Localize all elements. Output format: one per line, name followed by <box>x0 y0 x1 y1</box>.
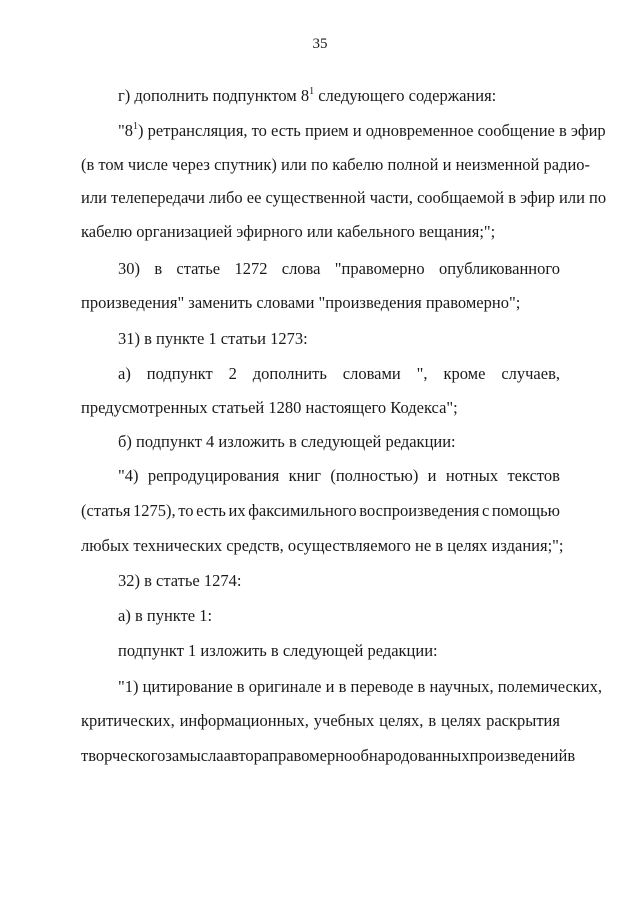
word: есть <box>196 501 226 520</box>
word: "4) <box>118 466 139 485</box>
word: слова <box>281 259 321 278</box>
word: целях, <box>379 711 424 730</box>
word: 30) <box>118 259 140 278</box>
word: автора <box>223 746 270 765</box>
word: правомерно <box>269 746 353 765</box>
word: в <box>428 711 437 730</box>
word: а) <box>118 364 131 383</box>
justified-line <box>118 466 560 486</box>
word: (полностью) <box>330 466 419 485</box>
justified-line <box>118 259 560 279</box>
word: "правомерно <box>334 259 425 278</box>
paragraph-line: а) в пункте 1: <box>118 606 213 625</box>
word: статье <box>176 259 221 278</box>
word: с <box>481 501 490 520</box>
word: воспроизведения <box>359 501 480 520</box>
justified-line <box>81 746 576 766</box>
word: случаев, <box>501 364 560 383</box>
page-number: 35 <box>312 36 328 52</box>
word: дополнить <box>252 364 327 383</box>
word: творческого <box>81 746 166 765</box>
word: целях <box>440 711 482 730</box>
paragraph-line: 32) в статье 1274: <box>118 571 242 590</box>
word: 1272 <box>234 259 268 278</box>
paragraph-line <box>118 86 496 106</box>
word: опубликованного <box>438 259 560 278</box>
word: подпункт <box>146 364 213 383</box>
superscript: 1 <box>309 85 315 97</box>
superscript: 1 <box>133 120 138 132</box>
word: 1275), <box>133 501 176 520</box>
word: то <box>178 501 194 520</box>
word: кроме <box>443 364 486 383</box>
word: в <box>567 746 576 765</box>
word: (статья <box>81 501 131 520</box>
paragraph-line: 31) в пункте 1 статьи 1273: <box>118 329 308 348</box>
paragraph-line: предусмотренных статьей 1280 настоящего Кодекса"; <box>81 398 458 417</box>
word: в <box>154 259 163 278</box>
paragraph-line: или телепередачи либо ее существенной части, сообщаемой в эфир или по <box>81 188 607 207</box>
word: раскрытия <box>486 711 560 730</box>
paragraph-line: подпункт 1 изложить в следующей редакции: <box>118 641 438 660</box>
word: замысла <box>165 746 224 765</box>
word: нотных <box>445 466 499 485</box>
word: критических, <box>81 711 175 730</box>
word: репродуцирования <box>147 466 280 485</box>
paragraph-line: "1) цитирование в оригинале и в переводе в научных, полемических, <box>118 677 602 696</box>
paragraph-line: кабелю организацией эфирного или кабельного вещания;"; <box>81 222 496 241</box>
justified-line <box>118 364 560 384</box>
word: факсимильного <box>248 501 357 520</box>
text-run: ) ретрансляция, то есть прием и одновременное сообщение в эфир <box>138 121 606 140</box>
word: обнародованных <box>352 746 470 765</box>
word: книг <box>288 466 322 485</box>
paragraph-line: любых технических средств, осуществляемого не в целях издания;"; <box>81 536 564 555</box>
paragraph-line: произведения" заменить словами "произведения правомерно"; <box>81 293 521 312</box>
word: помощью <box>491 501 560 520</box>
word: и <box>427 466 437 485</box>
word: текстов <box>507 466 560 485</box>
word: 2 <box>228 364 237 383</box>
justified-line <box>81 711 560 731</box>
word: их <box>228 501 246 520</box>
text-run: г) дополнить подпунктом 8 <box>118 86 310 105</box>
word: ", <box>416 364 428 383</box>
word: произведений <box>469 746 568 765</box>
word: учебных <box>313 711 375 730</box>
justified-line <box>81 501 560 521</box>
word: информационных, <box>179 711 309 730</box>
paragraph-line <box>118 121 606 141</box>
text-run: следующего содержания: <box>314 86 497 105</box>
paragraph-line: б) подпункт 4 изложить в следующей редакции: <box>118 432 456 451</box>
word: словами <box>342 364 401 383</box>
paragraph-line: (в том числе через спутник) или по кабелю полной и неизменной радио- <box>81 155 591 174</box>
text-run: "8 <box>118 121 133 140</box>
